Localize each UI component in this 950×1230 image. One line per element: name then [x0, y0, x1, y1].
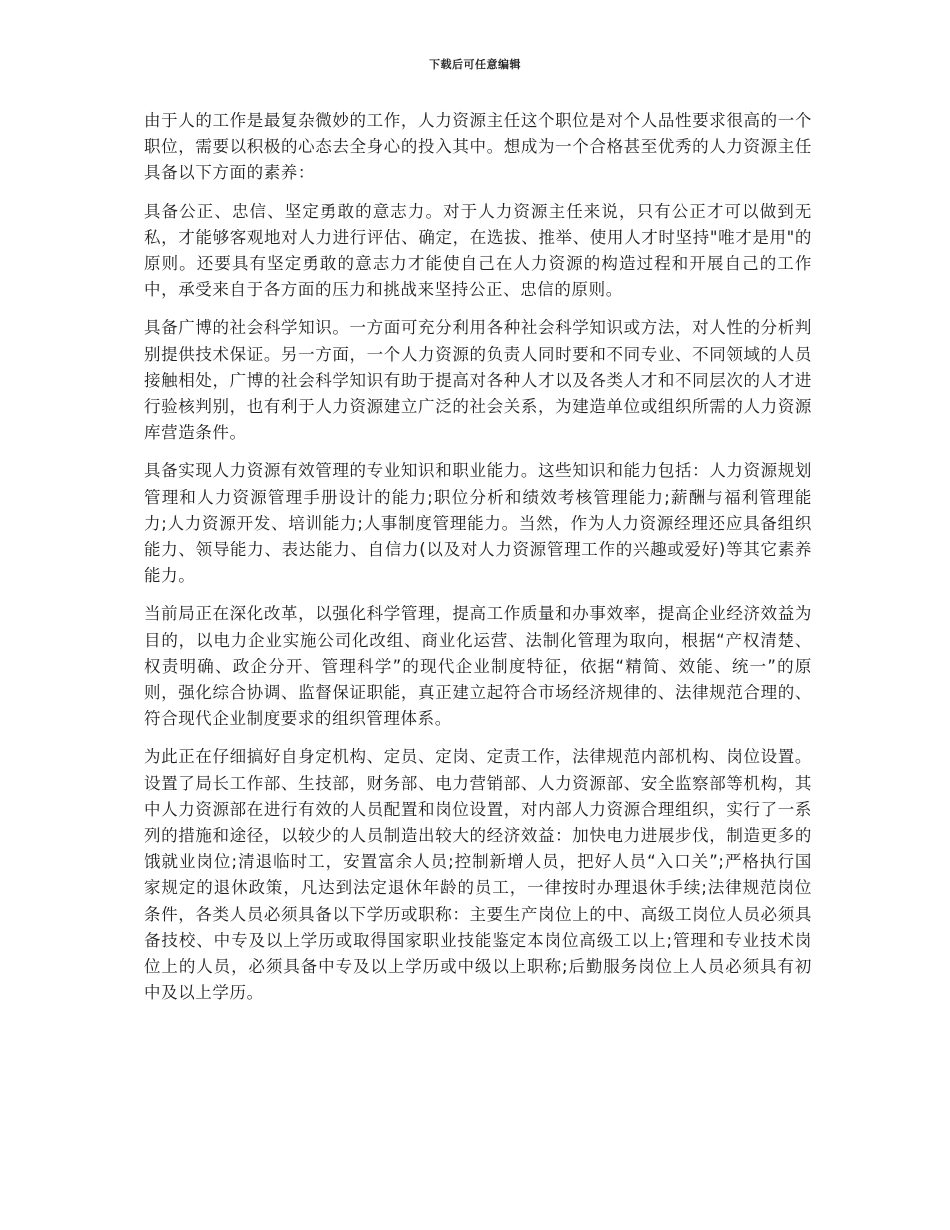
- paragraph-reform: 当前局正在深化改革，以强化科学管理，提高工作质量和办事效率，提高企业经济效益为目的，以电力企业实施公司化改组、商业化运营、法制化管理为取向，根据“产权清楚、权责明确、政企分开、管理科学”的现代企业制度特征，依据“精简、效能、统一”的原则，强化综合协调、监督保证职能，真正建立起符合市场经济规律的、法律规范合理的、符合现代企业制度要求的组织管理体系。: [144, 604, 812, 729]
- page-header: 下载后可任意编辑: [429, 58, 521, 71]
- paragraph-professional-ability: 具备实现人力资源有效管理的专业知识和职业能力。这些知识和能力包括：人力资源规划管理和人力资源管理手册设计的能力;职位分析和绩效考核管理能力;薪酬与福利管理能力;人力资源开发、培训能力;人事制度管理能力。当然，作为人力资源经理还应具备组织能力、领导能力、表达能力、自信力(以及对人力资源管理工作的兴趣或爱好)等其它素养能力。: [144, 461, 812, 586]
- paragraph-social-knowledge: 具备广博的社会科学知识。一方面可充分利用各种社会科学知识或方法，对人性的分析判别提供技术保证。另一方面，一个人力资源的负责人同时要和不同专业、不同领域的人员接触相处，广博的社会科学知识有助于提高对各种人才以及各类人才和不同层次的人才进行验核判别，也有利于人力资源建立广泛的社会关系，为建造单位或组织所需的人力资源库营造条件。: [144, 318, 812, 443]
- paragraph-willpower: 具备公正、忠信、坚定勇敢的意志力。对于人力资源主任来说，只有公正才可以做到无私，才能够客观地对人力进行评估、确定，在选拔、推举、使用人才时坚持"唯才是用"的原则。还要具有坚定勇敢的意志力才能使自己在人力资源的构造过程和开展自己的工作中，承受来自于各方面的压力和挑战来坚持公正、忠信的原则。: [144, 201, 812, 300]
- document-body: [144, 108, 812, 1019]
- paragraph-intro: 由于人的工作是最复杂微妙的工作，人力资源主任这个职位是对个人品性要求很高的一个职位，需要以积极的心态去全身心的投入其中。想成为一个合格甚至优秀的人力资源主任具备以下方面的素养：: [144, 111, 812, 183]
- paragraph-organization: 为此正在仔细搞好自身定机构、定员、定岗、定责工作，法律规范内部机构、岗位设置。设置了局长工作部、生技部，财务部、电力营销部、人力资源部、安全监察部等机构，其中人力资源部在进行有效的人员配置和岗位设置，对内部人力资源合理组织，实行了一系列的措施和途径，以较少的人员制造出较大的经济效益：加快电力进展步伐，制造更多的饿就业岗位;清退临时工，安置富余人员;控制新增人员，把好人员“入口关”;严格执行国家规定的退休政策，凡达到法定退休年龄的员工，一律按时办理退休手续;法律规范岗位条件，各类人员必须具备以下学历或职称：主要生产岗位上的中、高级工岗位人员必须具备技校、中专及以上学历或取得国家职业技能鉴定本岗位高级工以上;管理和专业技术岗位上的人员，必须具备中专及以上学历或中级以上职称;后勤服务岗位上人员必须具有初中及以上学历。: [144, 747, 812, 1003]
